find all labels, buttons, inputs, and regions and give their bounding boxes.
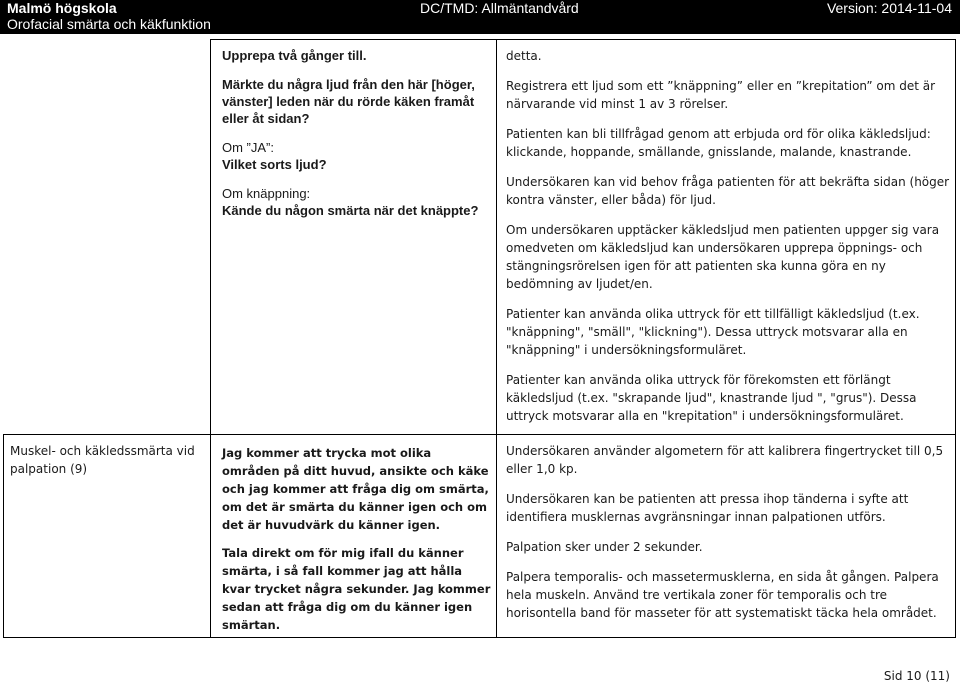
note-offer-words: Patienten kan bli tillfrågad genom att erbjuda ord för olika käkledsljud: klickande, hoppande, smällande, gnisslande, malande, knastrande. bbox=[506, 127, 931, 159]
note-clench-teeth: Undersökaren kan be patienten att pressa ihop tänderna i syfte att identifiera musklernas avgränsningar innan palpationen utförs. bbox=[506, 492, 909, 524]
question-joint-sounds: Märkte du några ljud från den här [höger, vänster] leden när du rörde käken framåt eller åt sidan? bbox=[222, 77, 475, 126]
note-crepitus-expressions: Patienter kan använda olika uttryck för förekomsten ett förlängt käkledsljud (t.ex. "skrapande ljud", knastrande ljud ", "grus"). Dessa uttryck motsvarar alla en "krepitation" i undersökningsformuläret. bbox=[506, 373, 917, 423]
version-label: Version: 2014-11-04 bbox=[826, 0, 952, 16]
note-palpation-duration: Palpation sker under 2 sekunder. bbox=[506, 540, 703, 554]
row2-instructions-cell bbox=[222, 444, 492, 644]
note-palpate-muscles: Palpera temporalis- och massetermusklerna, en sida åt gången. Palpera hela muskeln. Använd tre vertikala zoner för temporalis och tre horisontella band för masseter för att systematiskt täcka hela området. bbox=[506, 570, 939, 620]
row2-section-label: Muskel- och käkledssmärta vid palpation (9) bbox=[10, 444, 195, 476]
page-number: Sid 10 (11) bbox=[883, 669, 950, 683]
table-col-divider-1 bbox=[210, 39, 211, 638]
note-continued: detta. bbox=[506, 49, 542, 63]
note-unaware-patient: Om undersökaren upptäcker käkledsljud men patienten uppger sig vara omedveten om käkledsljud kan undersökaren upprepa öppnings- och stängningsrörelsen igen för att patienten ska kunna göra en ny bedömning av ljudet/en. bbox=[506, 223, 940, 291]
department-name: Orofacial smärta och käkfunktion bbox=[7, 16, 211, 32]
if-yes-label: Om ”JA”: bbox=[222, 140, 274, 155]
note-click-expressions: Patienter kan använda olika uttryck för ett tillfälligt käkledsljud (t.ex. "knäppning", "smäll", "klickning"). Dessa uttryck motsvarar alla en "knäppning" i undersökningsformuläret. bbox=[506, 307, 920, 357]
institution-name: Malmö högskola bbox=[7, 0, 117, 16]
table-col-divider-2 bbox=[496, 39, 497, 638]
instruction-report-pain: Tala direkt om för mig ifall du känner smärta, i så fall kommer jag att hålla kvar trycket några sekunder. Jag kommer sedan att fråga dig om du känner igen smärtan. bbox=[222, 546, 491, 632]
note-confirm-side: Undersökaren kan vid behov fråga patienten för att bekräfta sidan (höger kontra vänster, eller båda) för ljud. bbox=[506, 175, 950, 207]
instruction-press-areas: Jag kommer att trycka mot olika områden på ditt huvud, ansikte och käke och jag kommer att fråga dig om smärta, om det är smärta du känner igen och om det är huvudvärk du känner igen. bbox=[222, 446, 489, 532]
question-sound-type: Vilket sorts ljud? bbox=[222, 157, 327, 172]
note-algometer: Undersökaren använder algometern för att kalibrera fingertrycket till 0,5 eller 1,0 kp. bbox=[506, 444, 944, 476]
table-border-top bbox=[210, 39, 956, 40]
row1-instructions-cell bbox=[222, 47, 480, 219]
row1-notes-cell bbox=[506, 47, 952, 437]
note-register-sound: Registrera ett ljud som ett ”knäppning” eller en ”krepitation” om det är närvarande vid minst 1 av 3 rörelser. bbox=[506, 79, 936, 111]
table-border-right bbox=[955, 39, 956, 638]
table-border-left bbox=[3, 434, 4, 638]
if-click-label: Om knäppning: bbox=[222, 186, 311, 201]
instruction-repeat: Upprepa två gånger till. bbox=[222, 48, 367, 63]
page-header bbox=[0, 0, 960, 34]
question-pain-click: Kände du någon smärta när det knäppte? bbox=[222, 203, 479, 218]
document-title: DC/TMD: Allmäntandvård bbox=[420, 0, 579, 16]
header-left bbox=[7, 0, 211, 32]
row2-notes-cell bbox=[506, 442, 952, 634]
